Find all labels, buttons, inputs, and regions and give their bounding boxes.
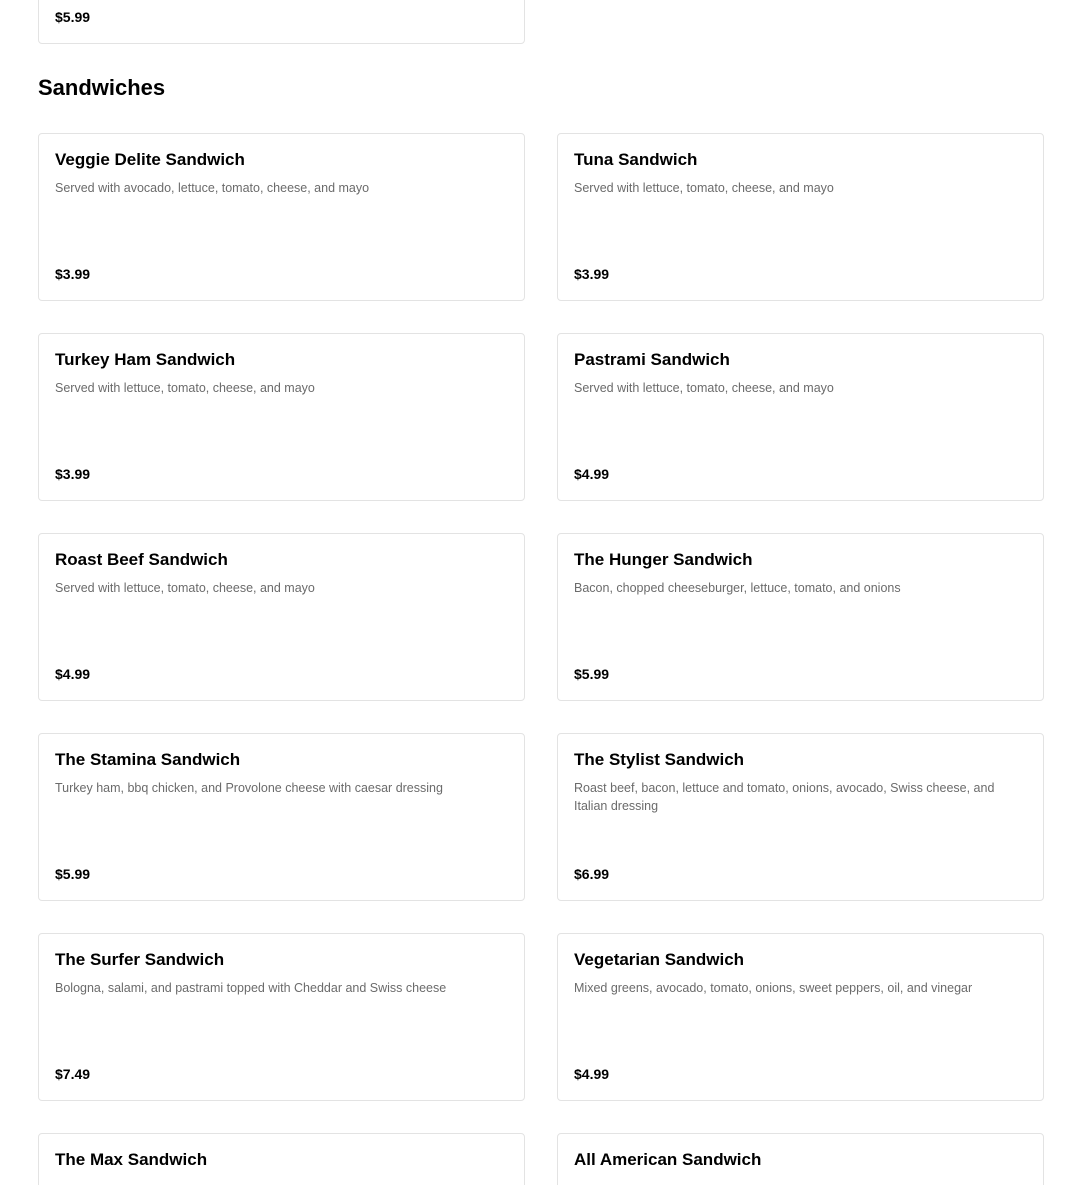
item-name: Pastrami Sandwich bbox=[574, 350, 730, 369]
item-price: $6.99 bbox=[574, 866, 610, 882]
item-name: The Hunger Sandwich bbox=[574, 550, 753, 569]
item-name: Roast Beef Sandwich bbox=[55, 550, 228, 569]
menu-item-card[interactable] bbox=[557, 533, 1044, 701]
menu-item-card[interactable] bbox=[38, 533, 525, 701]
menu-item-card[interactable] bbox=[557, 1133, 1044, 1185]
item-description: Turkey ham, bbq chicken, and Provolone cheese with caesar dressing bbox=[55, 781, 443, 795]
item-price: $3.99 bbox=[574, 266, 610, 282]
item-price: $5.99 bbox=[55, 866, 91, 882]
menu-item-card[interactable] bbox=[557, 933, 1044, 1101]
item-name: Turkey Ham Sandwich bbox=[55, 350, 236, 369]
item-price: $3.99 bbox=[55, 466, 91, 482]
menu-item-card[interactable] bbox=[38, 0, 525, 44]
menu-item-card[interactable] bbox=[557, 333, 1044, 501]
item-description: Roast beef, bacon, lettuce and tomato, onions, avocado, Swiss cheese, and Italian dressing bbox=[574, 781, 995, 813]
item-description: Served with lettuce, tomato, cheese, and mayo bbox=[55, 581, 315, 595]
item-price: $3.99 bbox=[55, 266, 91, 282]
item-name: Tuna Sandwich bbox=[574, 150, 698, 169]
menu-item-card[interactable] bbox=[38, 1133, 525, 1185]
item-name: The Surfer Sandwich bbox=[55, 950, 225, 969]
item-price: $4.99 bbox=[574, 466, 610, 482]
item-name: The Stylist Sandwich bbox=[574, 750, 745, 769]
item-name: Vegetarian Sandwich bbox=[574, 950, 745, 969]
item-price: $5.99 bbox=[55, 9, 91, 25]
menu-item-card[interactable] bbox=[38, 933, 525, 1101]
item-description: Served with lettuce, tomato, cheese, and mayo bbox=[574, 181, 834, 195]
item-name: Veggie Delite Sandwich bbox=[55, 150, 245, 169]
item-name: The Stamina Sandwich bbox=[55, 750, 241, 769]
item-description: Served with lettuce, tomato, cheese, and mayo bbox=[55, 381, 315, 395]
item-description: Served with lettuce, tomato, cheese, and mayo bbox=[574, 381, 834, 395]
item-description: Mixed greens, avocado, tomato, onions, sweet peppers, oil, and vinegar bbox=[574, 981, 973, 995]
section-title: Sandwiches bbox=[38, 75, 166, 100]
menu-item-card[interactable] bbox=[38, 733, 525, 901]
item-description: Bologna, salami, and pastrami topped with Cheddar and Swiss cheese bbox=[55, 981, 447, 995]
item-price: $7.49 bbox=[55, 1066, 91, 1082]
item-name: All American Sandwich bbox=[574, 1150, 762, 1169]
menu-item-card[interactable] bbox=[38, 133, 525, 301]
menu-item-card[interactable] bbox=[38, 333, 525, 501]
menu-item-card[interactable] bbox=[557, 133, 1044, 301]
item-name: The Max Sandwich bbox=[55, 1150, 208, 1169]
item-description: Bacon, chopped cheeseburger, lettuce, tomato, and onions bbox=[574, 581, 901, 595]
item-description: Served with avocado, lettuce, tomato, cheese, and mayo bbox=[55, 181, 370, 195]
menu-item-card[interactable] bbox=[557, 733, 1044, 901]
item-price: $4.99 bbox=[574, 1066, 610, 1082]
item-price: $5.99 bbox=[574, 666, 610, 682]
item-price: $4.99 bbox=[55, 666, 91, 682]
